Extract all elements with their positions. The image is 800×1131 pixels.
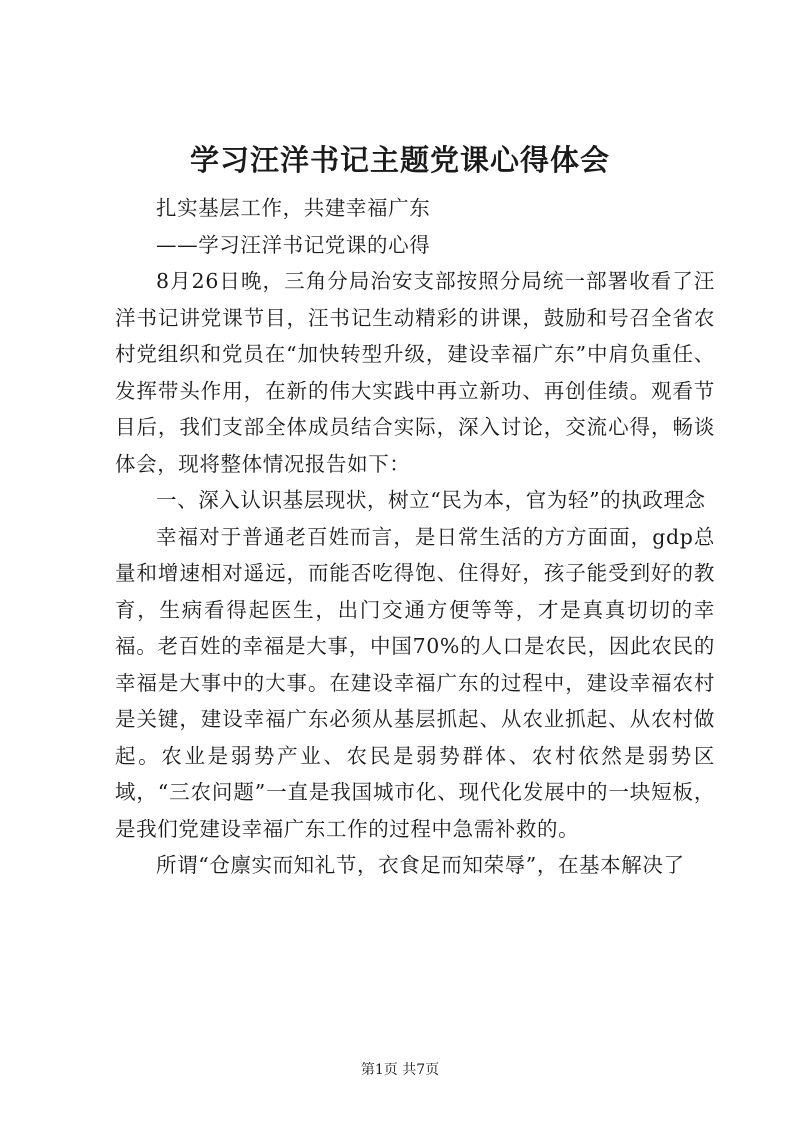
body-paragraph: 幸福对于普通老百姓而言，是日常生活的方方面面，gdp总量和增速相对遥远，而能否吃得饱、住得好，孩子能受到好的教育，生病看得起医生，出门交通方便等等，才是真真切切的幸福。老百姓的幸福是大事，中国70%的人口是农民，因此农民的幸福是大事中的大事。在建设幸福广东的过程中，建设幸福农村是关键，建设幸福广东必须从基层抓起、从农业抓起、从农村做起。农业是弱势产业、农民是弱势群体、农村依然是弱势区域，“三农问题”一直是我国城市化、现代化发展中的一块短板，是我们党建设幸福广东工作的过程中急需补救的。: [115, 524, 715, 841]
section-heading: 一、深入认识基层现状，树立“民为本，官为轻”的执政理念: [156, 488, 706, 512]
subtitle-line: ——学习汪洋书记党课的心得: [156, 232, 431, 257]
page-footer: 第1页 共7页: [360, 1062, 440, 1078]
body-paragraph: 8月26日晚，三角分局治安支部按照分局统一部署收看了汪洋书记讲党课节目，汪书记生动精彩的讲课，鼓励和号召全省农村党组织和党员在“加快转型升级，建设幸福广东”中肩负重任、发挥带头作用，在新的伟大实践中再立新功、再创佳绩。观看节目后，我们支部全体成员结合实际，深入讨论，交流心得，畅谈体会，现将整体情况报告如下：: [115, 269, 715, 476]
body-paragraph: 所谓“仓廪实而知礼节，衣食足而知荣辱”，在基本解决了: [156, 853, 685, 877]
subtitle-line: 扎实基层工作，共建幸福广东: [156, 196, 431, 220]
document-title: 学习汪洋书记主题党课心得体会: [189, 143, 610, 177]
document-body: [115, 190, 715, 884]
